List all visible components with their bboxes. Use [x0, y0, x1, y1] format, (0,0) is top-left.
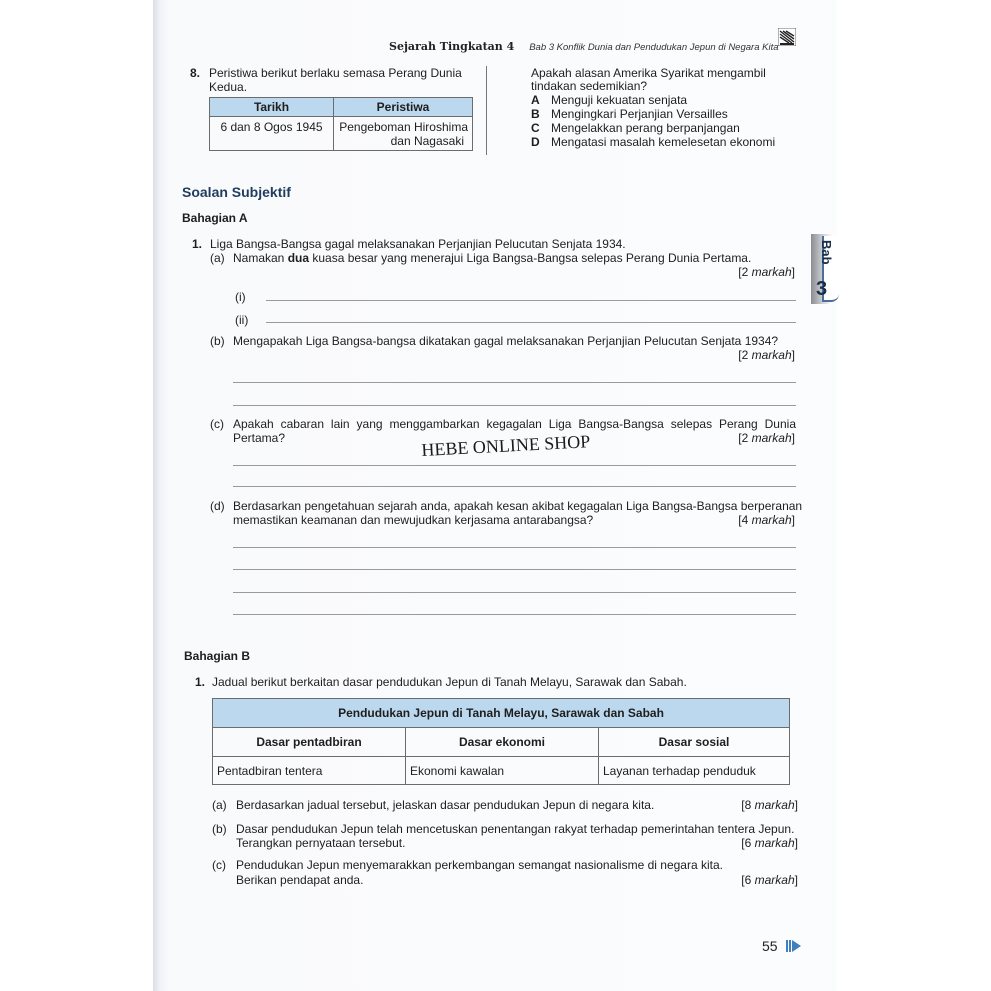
b-q1b-marks: [741, 837, 798, 850]
option-text: Mengelakkan perang berpanjangan: [551, 121, 740, 135]
answer-line[interactable]: [266, 300, 796, 301]
b-q1c-text-line1: Pendudukan Jepun menyemarakkan perkembangan semangat nasionalisme di negara kita.: [236, 858, 723, 872]
q8-text-line1: Peristiwa berikut berlaku semasa Perang Dunia: [209, 66, 462, 80]
option-text: Menguji kekuatan senjata: [551, 93, 688, 107]
a-q1a-marks: [738, 266, 795, 279]
q8-number: 8.: [190, 66, 201, 80]
a-q1a-label: (a): [210, 251, 225, 265]
a-q1c-text-line2: Pertama?: [233, 431, 286, 445]
b-q1-number: 1.: [195, 675, 206, 689]
answer-label-i: (i): [235, 290, 246, 304]
chapter-tab-number: 3: [816, 278, 828, 300]
b-q1-stem: Jadual berikut berkaitan dasar pendudukan Jepun di Tanah Melayu, Sarawak dan Sabah.: [212, 675, 687, 689]
a-q1c-marks: [738, 432, 795, 445]
q8-question-line2: tindakan sedemikian?: [531, 79, 648, 93]
marks-post: ]: [791, 513, 795, 527]
bahagian-b-title: Bahagian B: [184, 649, 251, 663]
option-text: Mengatasi masalah kemelesetan ekonomi: [551, 135, 776, 149]
answer-line[interactable]: [233, 614, 796, 615]
answer-label-ii: (ii): [235, 313, 249, 327]
table-cell-pentadbiran: Pentadbiran tentera: [213, 757, 406, 785]
marks-pre: [6: [741, 873, 755, 887]
option-b[interactable]: [531, 108, 728, 121]
b-q1a-label: (a): [212, 798, 227, 812]
text-emphasis: dua: [287, 251, 310, 265]
marks-word: markah: [754, 798, 795, 812]
column-divider: [486, 66, 487, 155]
option-letter: D: [531, 135, 540, 149]
a-q1d-text-line1: Berdasarkan pengetahuan sejarah anda, apakah kesan akibat kegagalan Liga Bangsa-Bangsa berperanan: [233, 499, 803, 513]
b-q1c-marks: [741, 874, 798, 887]
answer-line[interactable]: [233, 405, 796, 406]
q8-question-line1: Apakah alasan Amerika Syarikat mengambil: [531, 66, 766, 80]
signal-waves-icon: [778, 28, 796, 46]
marks-word: markah: [754, 873, 795, 887]
b-q1b-text-line2: Terangkan pernyataan tersebut.: [236, 836, 406, 850]
a-q1c-text-line1: Apakah cabaran lain yang menggambarkan kegagalan Liga Bangsa-Bangsa selepas Perang Dunia: [233, 417, 796, 431]
b-q1c-label: (c): [212, 858, 226, 872]
answer-line[interactable]: [266, 322, 796, 323]
marks-post: ]: [794, 836, 798, 850]
table-cell-ekonomi: Ekonomi kawalan: [406, 757, 599, 785]
shop-watermark: HEBE ONLINE SHOP: [420, 431, 591, 461]
marks-post: ]: [791, 348, 795, 362]
event-line2: dan Nagasaki: [390, 134, 464, 148]
b-q1b-text-line1: Dasar pendudukan Jepun telah mencetuskan penentangan rakyat terhadap pemerintahan tentera Jepun.: [236, 822, 795, 836]
table-header-ekonomi: Dasar ekonomi: [406, 728, 599, 757]
occupation-table: [212, 698, 790, 785]
marks-pre: [2: [738, 348, 752, 362]
marks-post: ]: [794, 798, 798, 812]
a-q1d-marks: [738, 514, 795, 527]
marks-post: ]: [791, 431, 795, 445]
a-q1b-text: Mengapakah Liga Bangsa-bangsa dikatakan gagal melaksanakan Perjanjian Pelucutan Senjata 1934?: [233, 334, 779, 348]
table-header-tarikh: Tarikh: [210, 98, 334, 117]
answer-line[interactable]: [233, 569, 796, 570]
text-part: kuasa besar yang menerajui Liga Bangsa-Bangsa selepas Perang Dunia Pertama.: [309, 251, 752, 265]
marks-pre: [2: [738, 431, 752, 445]
a-q1d-text-line2: memastikan keamanan dan mewujudkan kerjasama antarabangsa?: [233, 513, 594, 527]
q8-table: [209, 97, 473, 151]
answer-line[interactable]: [233, 547, 796, 548]
running-header: [389, 37, 779, 55]
option-text: Mengingkari Perjanjian Versailles: [551, 107, 728, 121]
chapter-title: Bab 3 Konflik Dunia dan Pendudukan Jepun di Negara Kita: [529, 42, 779, 53]
chapter-tab-label: Bab: [819, 240, 834, 265]
marks-pre: [8: [741, 798, 755, 812]
table-cell-event: [334, 117, 473, 151]
a-q1c-label: (c): [210, 417, 224, 431]
table-header-peristiwa: Peristiwa: [334, 98, 473, 117]
b-q1c-text-line2: Berikan pendapat anda.: [236, 873, 364, 887]
table-cell-sosial: Layanan terhadap penduduk: [599, 757, 790, 785]
marks-post: ]: [794, 873, 798, 887]
answer-line[interactable]: [233, 465, 796, 466]
answer-line[interactable]: [233, 382, 796, 383]
a-q1b-marks: [738, 349, 795, 362]
a-q1b-label: (b): [210, 334, 225, 348]
table-title: Pendudukan Jepun di Tanah Melayu, Sarawak dan Sabah: [213, 699, 790, 728]
text-part: Namakan: [233, 251, 288, 265]
bahagian-a-title: Bahagian A: [182, 211, 248, 225]
option-letter: A: [531, 93, 540, 107]
a-q1-number: 1.: [192, 237, 203, 251]
marks-word: markah: [754, 836, 795, 850]
option-letter: C: [531, 121, 540, 135]
table-cell-date: 6 dan 8 Ogos 1945: [210, 117, 334, 151]
answer-line[interactable]: [233, 592, 796, 593]
marks-pre: [4: [738, 513, 752, 527]
b-q1b-label: (b): [212, 822, 227, 836]
table-header-sosial: Dasar sosial: [599, 728, 790, 757]
marks-word: markah: [751, 431, 792, 445]
next-arrow-icon: [786, 939, 802, 953]
a-q1a-text: [233, 252, 751, 265]
section-title: Soalan Subjektif: [182, 184, 291, 200]
marks-pre: [2: [738, 265, 752, 279]
option-c[interactable]: [531, 122, 740, 135]
option-d[interactable]: [531, 136, 775, 149]
q8-text-line2: Kedua.: [209, 80, 248, 94]
page-number: 55: [762, 938, 778, 954]
table-header-pentadbiran: Dasar pentadbiran: [213, 728, 406, 757]
option-a[interactable]: [531, 94, 687, 107]
marks-word: markah: [751, 513, 792, 527]
book-title: Sejarah Tingkatan 4: [389, 40, 515, 53]
a-q1d-label: (d): [210, 499, 225, 513]
event-line1: Pengeboman Hiroshima: [339, 120, 468, 134]
marks-word: markah: [751, 265, 792, 279]
marks-pre: [6: [741, 836, 755, 850]
a-q1-stem: Liga Bangsa-Bangsa gagal melaksanakan Perjanjian Pelucutan Senjata 1934.: [210, 237, 626, 251]
b-q1a-marks: [741, 799, 798, 812]
answer-line[interactable]: [233, 486, 796, 487]
marks-post: ]: [791, 265, 795, 279]
option-letter: B: [531, 107, 540, 121]
marks-word: markah: [751, 348, 792, 362]
b-q1a-text: Berdasarkan jadual tersebut, jelaskan dasar pendudukan Jepun di negara kita.: [236, 798, 655, 812]
